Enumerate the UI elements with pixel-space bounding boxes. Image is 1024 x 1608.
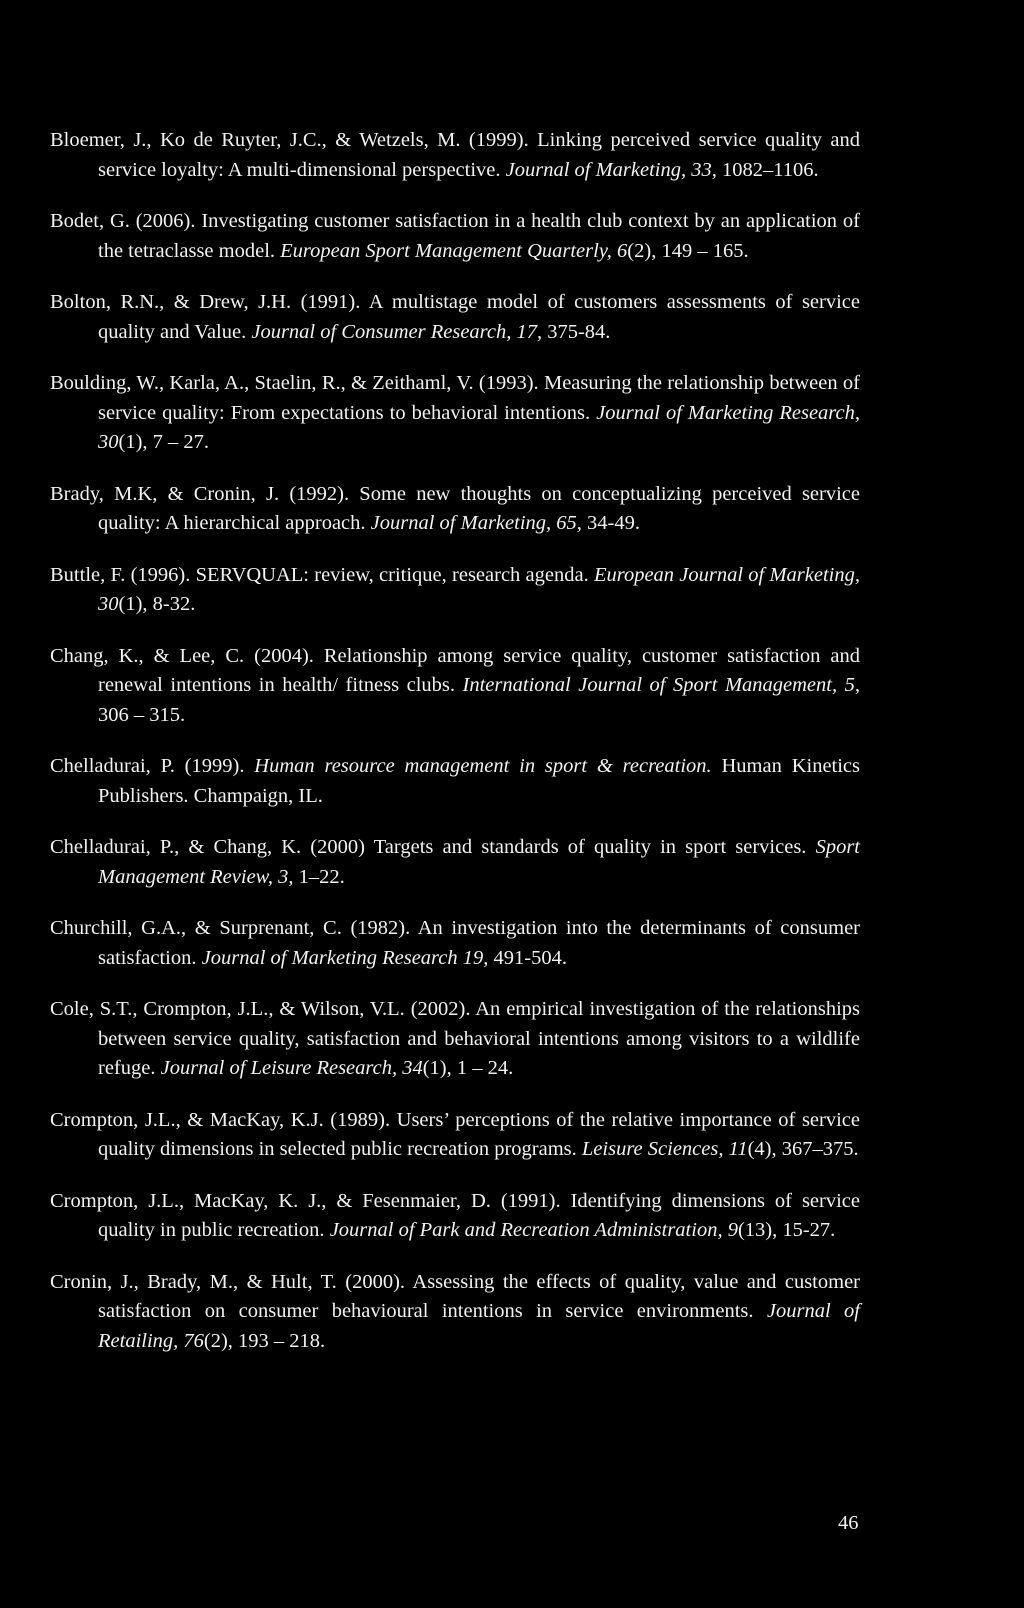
reference-details: (1), 8-32. xyxy=(118,593,196,615)
reference-entry xyxy=(50,642,860,731)
reference-details: (1), 1 – 24. xyxy=(422,1057,514,1079)
reference-journal: Journal of Marketing, 33, xyxy=(505,158,717,181)
reference-journal: European Journal of Marketing, 30 xyxy=(98,563,860,615)
reference-entry xyxy=(50,126,860,185)
reference-text: Cronin, J., Brady, M., & Hult, T. (2000). Assessing the effects of quality, value and customer satisfaction on consumer behavioural intentions in service environments. xyxy=(50,1270,860,1322)
reference-text: Brady, M.K, & Cronin, J. (1992). Some new thoughts on conceptualizing perceived service quality: A hierarchical approach. xyxy=(50,482,860,534)
reference-details: 306 – 315. xyxy=(98,703,186,726)
reference-journal: Leisure Sciences, 11 xyxy=(581,1138,748,1160)
reference-entry xyxy=(50,1187,860,1246)
reference-journal: Journal of Consumer Research, 17, xyxy=(251,320,543,343)
reference-text: Bolton, R.N., & Drew, J.H. (1991). A multistage model of customers assessments of service quality and Value. xyxy=(50,291,860,343)
reference-text: Bloemer, J., Ko de Ruyter, J.C., & Wetzels, M. (1999). Linking perceived service quality and service loyalty: A multi-dimensional perspective. xyxy=(50,129,860,181)
reference-journal: Human resource management in sport & recreation. xyxy=(254,755,712,777)
reference-journal: International Journal of Sport Management, 5, xyxy=(462,674,860,696)
reference-entry xyxy=(50,914,860,973)
reference-text: Boulding, W., Karla, A., Staelin, R., & Zeithaml, V. (1993). Measuring the relationship between of service quality: From expectations to behavioral intentions. xyxy=(50,372,860,424)
reference-text: Chelladurai, P., & Chang, K. (2000) Targets and standards of quality in sport services. xyxy=(50,836,816,858)
reference-entry xyxy=(50,561,860,620)
reference-details: 491-504. xyxy=(488,946,567,969)
reference-entry xyxy=(50,288,860,347)
reference-details: 375-84. xyxy=(542,320,611,343)
reference-details: 34-49. xyxy=(581,512,640,534)
reference-text: Crompton, J.L., & MacKay, K.J. (1989). Users’ perceptions of the relative importance of service quality dimensions in selected public recreation programs. xyxy=(50,1108,860,1160)
reference-entry xyxy=(50,752,860,811)
reference-text: Chelladurai, P. (1999). xyxy=(50,755,255,777)
reference-text: Cole, S.T., Crompton, J.L., & Wilson, V.L. (2002). An empirical investigation of the relationships between service quality, satisfaction and behavioral intentions among visitors to a wildlife refuge. xyxy=(50,998,860,1079)
reference-text: Buttle, F. (1996). SERVQUAL: review, critique, research agenda. xyxy=(50,563,594,586)
reference-text: Churchill, G.A., & Surprenant, C. (1982). An investigation into the determinants of consumer satisfaction. xyxy=(50,917,860,969)
reference-text: Chang, K., & Lee, C. (2004). Relationship among service quality, customer satisfaction and renewal intentions in health/ fitness clubs. xyxy=(50,644,860,696)
reference-text: Bodet, G. (2006). Investigating customer satisfaction in a health club context by an application of the tetraclasse model. xyxy=(50,210,860,262)
reference-journal: Sport Management Review, 3, xyxy=(98,836,860,888)
reference-entry xyxy=(50,833,860,892)
reference-journal: Journal of Marketing Research 19, xyxy=(201,946,489,969)
page-number: 46 xyxy=(838,1512,859,1534)
reference-journal: European Sport Management Quarterly, 6 xyxy=(280,239,628,262)
reference-entry xyxy=(50,369,860,458)
reference-details: (13), 15-27. xyxy=(737,1219,836,1241)
reference-entry xyxy=(50,480,860,539)
reference-journal: Journal of Retailing, 76 xyxy=(98,1300,861,1352)
reference-details: 1082–1106. xyxy=(716,158,819,181)
reference-journal: Journal of Leisure Research, 34 xyxy=(160,1057,423,1079)
reference-details: (2), 193 – 218. xyxy=(203,1329,326,1352)
reference-details: (1), 7 – 27. xyxy=(118,431,210,453)
reference-entry xyxy=(50,207,860,266)
reference-entry xyxy=(50,1268,860,1357)
reference-entry xyxy=(50,1106,860,1165)
reference-journal: Journal of Park and Recreation Administration, 9 xyxy=(329,1219,738,1241)
reference-details: (2), 149 – 165. xyxy=(627,239,749,262)
reference-list xyxy=(50,126,860,1378)
reference-details: 1–22. xyxy=(293,865,345,888)
reference-entry xyxy=(50,995,860,1084)
reference-text: Crompton, J.L., MacKay, K. J., & Fesenmaier, D. (1991). Identifying dimensions of service quality in public recreation. xyxy=(50,1189,860,1241)
reference-details: (4), 367–375. xyxy=(747,1138,859,1160)
reference-journal: Journal of Marketing, 65, xyxy=(370,512,582,534)
reference-journal: Journal of Marketing Research, 30 xyxy=(98,401,860,453)
reference-details: Human Kinetics Publishers. Champaign, IL. xyxy=(98,755,861,807)
